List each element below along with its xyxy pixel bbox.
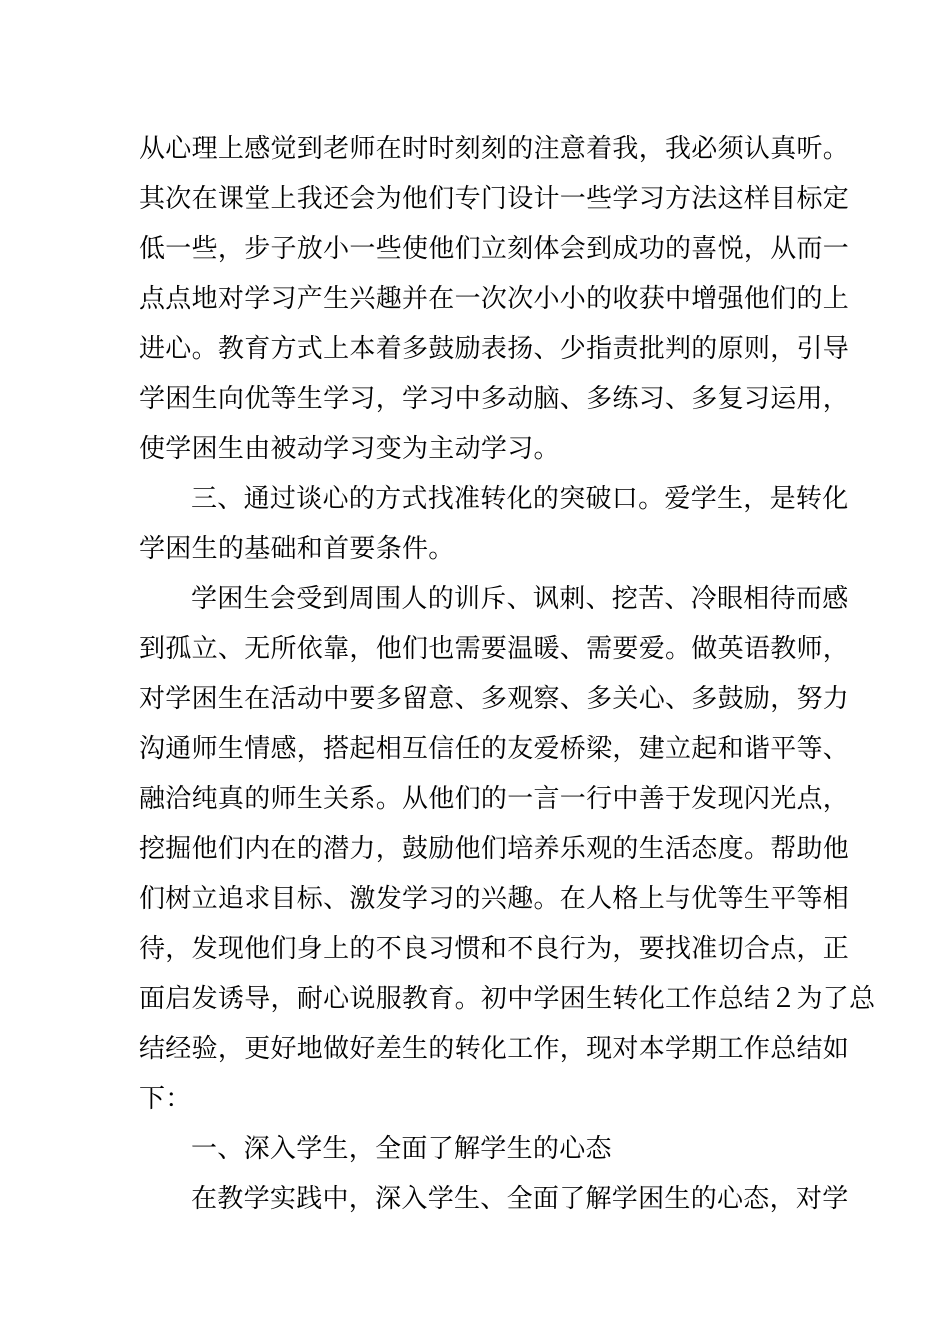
text-line: 沟通师生情感，搭起相互信任的友爱桥梁，建立起和谐平等、 — [139, 734, 850, 764]
text-line: 点点地对学习产生兴趣并在一次次小小的收获中增强他们的上 — [139, 284, 850, 314]
text-line: 下： — [139, 1084, 192, 1114]
text-line: 从心理上感觉到老师在时时刻刻的注意着我，我必须认真听。 — [139, 134, 850, 164]
text-line: 学困生向优等生学习，学习中多动脑、多练习、多复习运用， — [139, 384, 850, 414]
paragraph-start: 在教学实践中，深入学生、全面了解学困生的心态，对学 — [191, 1184, 849, 1214]
text-line: 待，发现他们身上的不良习惯和不良行为，要找准切合点，正 — [139, 934, 850, 964]
text-line: 挖掘他们内在的潜力，鼓励他们培养乐观的生活态度。帮助他 — [139, 834, 850, 864]
paragraph-start: 学困生会受到周围人的训斥、讽刺、挖苦、冷眼相待而感 — [191, 584, 849, 614]
section-heading: 一、深入学生，全面了解学生的心态 — [191, 1134, 612, 1164]
text-line: 们树立追求目标、激发学习的兴趣。在人格上与优等生平等相 — [139, 884, 850, 914]
text-line: 面启发诱导，耐心说服教育。初中学困生转化工作总结２为了总 — [139, 984, 876, 1014]
text-line: 低一些，步子放小一些使他们立刻体会到成功的喜悦，从而一 — [139, 234, 850, 264]
text-line: 学困生的基础和首要条件。 — [139, 534, 455, 564]
text-line: 进心。教育方式上本着多鼓励表扬、少指责批判的原则，引导 — [139, 334, 850, 364]
section-heading: 三、通过谈心的方式找准转化的突破口。爱学生，是转化 — [191, 484, 849, 514]
text-line: 其次在课堂上我还会为他们专门设计一些学习方法这样目标定 — [139, 184, 850, 214]
text-line: 结经验，更好地做好差生的转化工作，现对本学期工作总结如 — [139, 1034, 850, 1064]
body-text — [139, 124, 876, 1224]
text-line: 到孤立、无所依靠，他们也需要温暖、需要爱。做英语教师， — [139, 634, 850, 664]
text-line: 融洽纯真的师生关系。从他们的一言一行中善于发现闪光点， — [139, 784, 850, 814]
text-line: 对学困生在活动中要多留意、多观察、多关心、多鼓励，努力 — [139, 684, 850, 714]
text-line: 使学困生由被动学习变为主动学习。 — [139, 434, 560, 464]
